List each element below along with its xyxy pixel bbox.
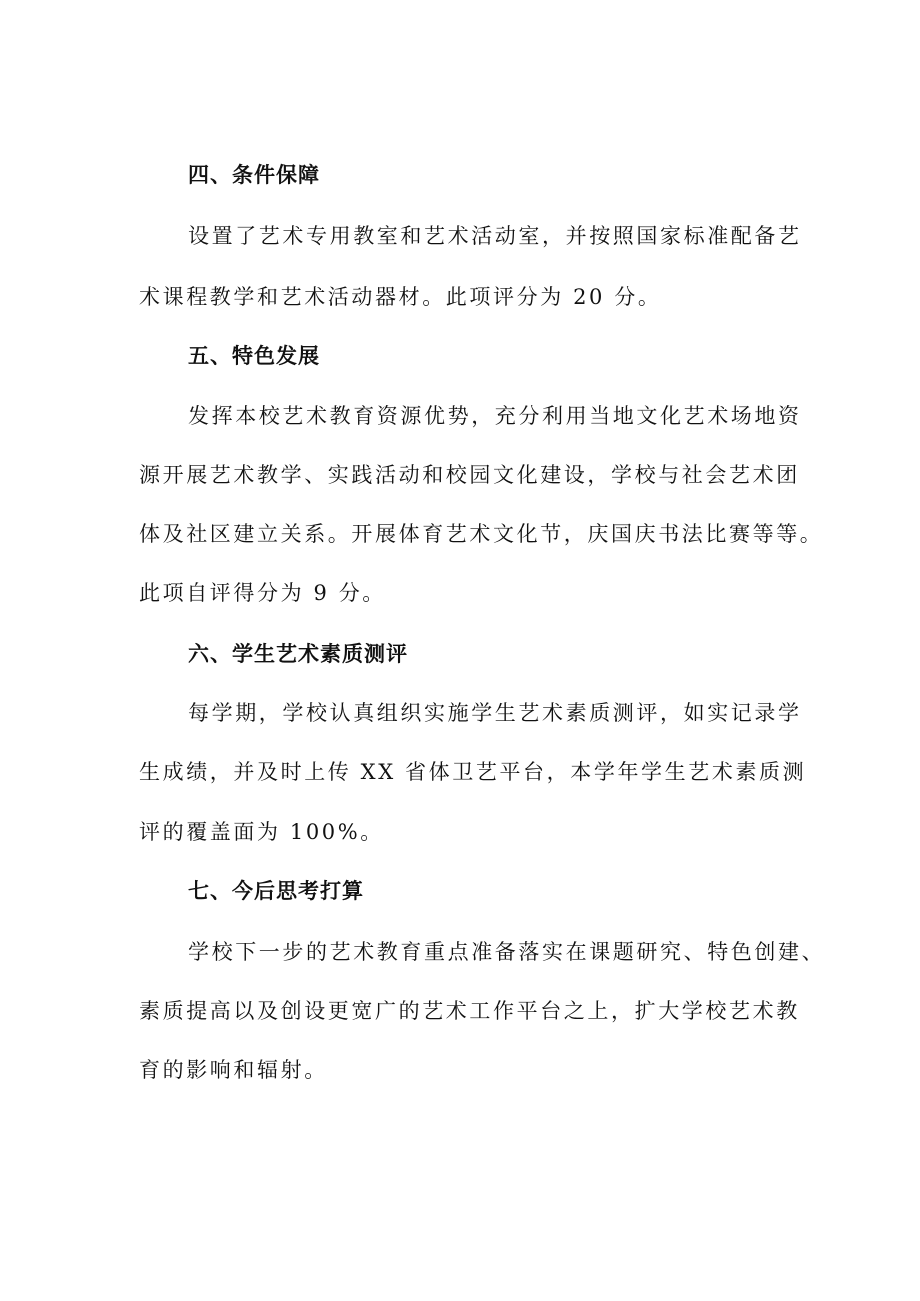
paragraph-line: 此项自评得分为 9 分。 [139,581,386,605]
section-heading: 四、条件保障 [188,163,320,187]
section-heading: 六、学生艺术素质测评 [188,642,408,666]
paragraph-line: 源开展艺术教学、实践活动和校园文化建设，学校与社会艺术团 [139,463,800,487]
paragraph-line: 体及社区建立关系。开展体育艺术文化节，庆国庆书法比赛等等。 [139,522,824,546]
paragraph-line: 术课程教学和艺术活动器材。此项评分为 20 分。 [139,285,662,309]
paragraph-line: 生成绩，并及时上传 XX 省体卫艺平台，本学年学生艺术素质测 [139,760,807,784]
section-heading: 七、今后思考打算 [188,879,364,903]
paragraph-line: 发挥本校艺术教育资源优势，充分利用当地文化艺术场地资 [188,404,802,428]
paragraph-line: 每学期，学校认真组织实施学生艺术素质测评，如实记录学 [188,701,802,725]
section-heading: 五、特色发展 [188,344,320,368]
paragraph-line: 学校下一步的艺术教育重点准备落实在课题研究、特色创建、 [188,940,826,964]
paragraph-line: 素质提高以及创设更宽广的艺术工作平台之上，扩大学校艺术教 [139,999,800,1023]
paragraph-line: 育的影响和辐射。 [139,1058,328,1082]
paragraph-line: 评的覆盖面为 100%。 [139,820,384,844]
paragraph-line: 设置了艺术专用教室和艺术活动室，并按照国家标准配备艺 [188,224,802,248]
